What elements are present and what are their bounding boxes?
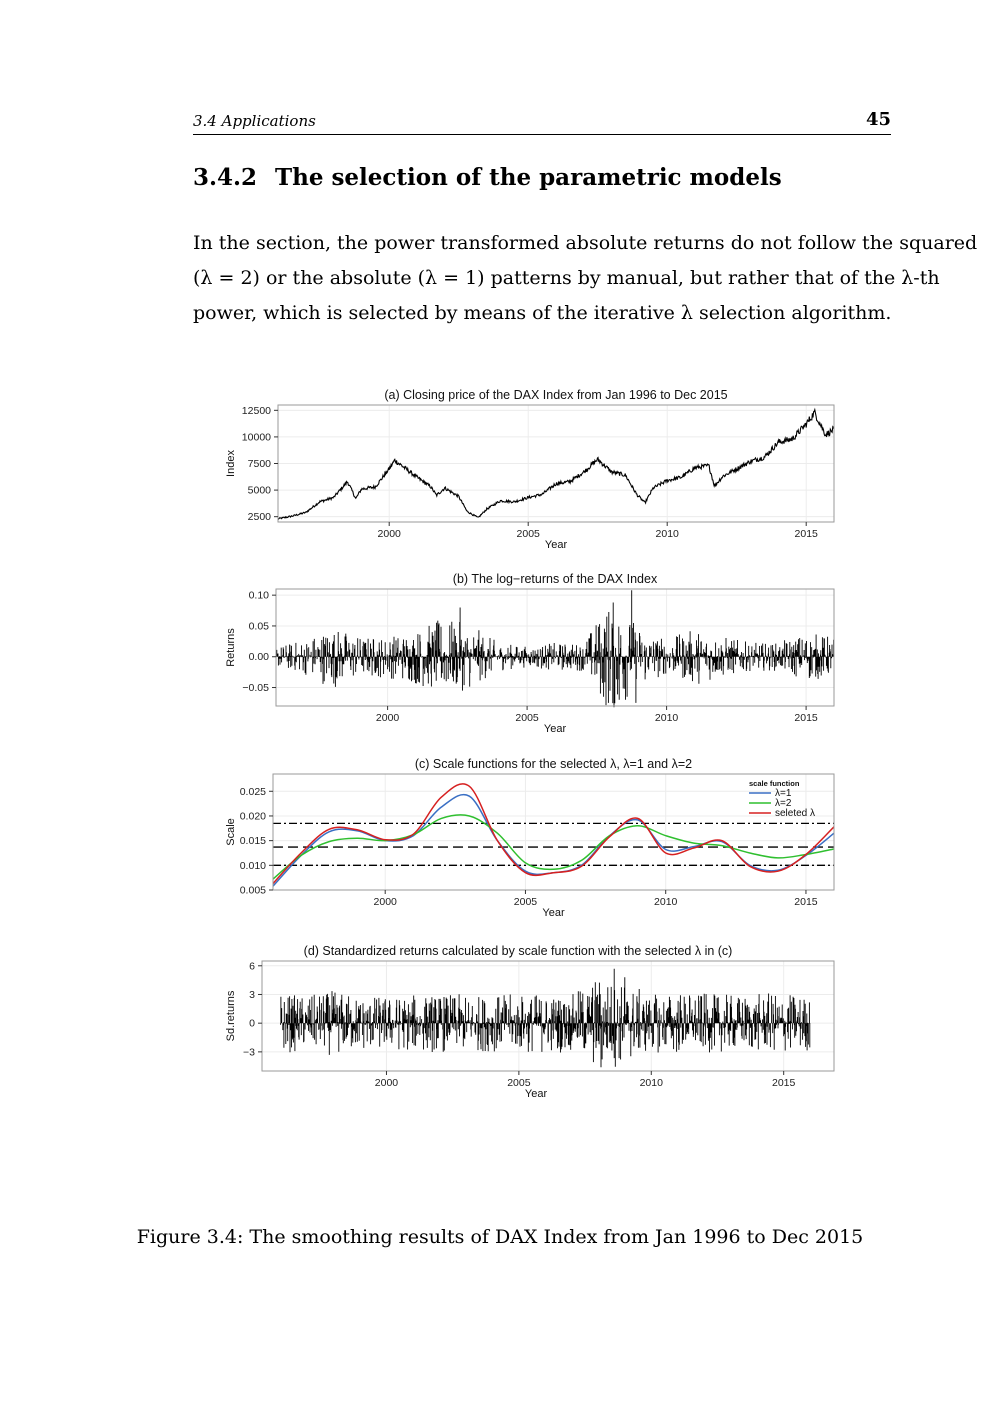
panel-0-xtick-label: 2000 [377, 528, 401, 540]
panel-3-xtick-label: 2010 [639, 1077, 663, 1089]
panel-0-xtick-label: 2015 [794, 528, 818, 540]
page-number: 45 [865, 109, 891, 130]
panel-1-ytick-label: 0.10 [248, 589, 269, 602]
panel-2-xtick-label: 2010 [654, 896, 678, 908]
panel-3-title: (d) Standardized returns calculated by scale function with the selected λ in (c) [303, 944, 733, 958]
panel-0-ytick-label: 12500 [241, 404, 271, 417]
panel-0-ytick-label: 7500 [247, 458, 271, 470]
panel-2-xlabel: Year [542, 907, 565, 919]
panel-1-ytick-label: 0.00 [248, 651, 269, 664]
panel-3-ytick-label: −3 [243, 1046, 255, 1059]
section-number: 3.4.2 [193, 164, 258, 191]
panel-2-title: (c) Scale functions for the selected λ, λ=1 and λ=2 [414, 757, 693, 771]
panel-3-ytick-label: 0 [249, 1017, 255, 1030]
panel-1-ytick-label: −0.05 [242, 682, 269, 695]
panel-0-ytick-label: 5000 [247, 484, 271, 497]
section-heading [193, 164, 782, 191]
running-head [193, 110, 891, 135]
panel-2-xtick-label: 2015 [794, 896, 818, 908]
panel-1-xtick-label: 2000 [375, 712, 400, 724]
panel-2-xtick-label: 2000 [373, 896, 397, 908]
panel-0-ylabel: Index [225, 450, 237, 477]
paragraph-line-3: power, which is selected by means of the iterative λ selection algorithm. [193, 302, 892, 324]
panel-3-ytick-label: 3 [249, 988, 255, 1001]
legend-entry-1: λ=2 [775, 798, 792, 809]
panel-3-xtick-label: 2015 [772, 1077, 796, 1089]
panel-1-title: (b) The log−returns of the DAX Index [452, 572, 658, 586]
panel-3-xtick-label: 2000 [374, 1077, 399, 1089]
panel-3-xlabel: Year [524, 1088, 548, 1100]
panel-2-ytick-label: 0.015 [239, 835, 266, 848]
figure-caption: Figure 3.4: The smoothing results of DAX Index from Jan 1996 to Dec 2015 [136, 1226, 864, 1248]
panel-2-ytick-label: 0.010 [239, 859, 266, 872]
panel-3-ytick-label: 6 [249, 960, 255, 973]
panel-0-xtick-label: 2005 [516, 528, 540, 540]
panel-2-ytick-label: 0.025 [239, 785, 266, 798]
panel-2-ytick-label: 0.005 [239, 884, 266, 897]
panel-1-xtick-label: 2015 [794, 712, 818, 724]
legend-entry-2: seleted λ [775, 808, 816, 819]
panel-0-xlabel: Year [544, 539, 568, 551]
panel-3-ylabel: Sd.returns [225, 990, 237, 1042]
legend-title: scale function [749, 779, 800, 788]
panel-3-plot-area [262, 961, 834, 1071]
section-title: The selection of the parametric models [275, 164, 782, 191]
panel-2-xtick-label: 2005 [513, 896, 538, 908]
paragraph-line-2: (λ = 2) or the absolute (λ = 1) patterns by manual, but rather that of the λ-th [193, 267, 940, 289]
panel-1-xlabel: Year [543, 723, 567, 735]
panel-1-xtick-label: 2010 [654, 712, 679, 724]
panel-0-xtick-label: 2010 [655, 528, 679, 540]
panel-2-ylabel: Scale [225, 818, 237, 846]
running-head-section: 3.4 Applications [193, 112, 316, 130]
panel-0-ytick-label: 10000 [241, 431, 271, 444]
legend-entry-0: λ=1 [775, 788, 792, 799]
panel-1-xtick-label: 2005 [515, 712, 539, 724]
panel-3-xtick-label: 2005 [507, 1077, 531, 1089]
body-paragraph [193, 226, 978, 331]
panel-1-ytick-label: 0.05 [248, 620, 269, 633]
panel-2-ytick-label: 0.020 [239, 810, 266, 823]
panel-1-ylabel: Returns [225, 628, 237, 667]
paragraph-line-1: In the section, the power transformed absolute returns do not follow the squared [193, 232, 978, 254]
panel-0-ytick-label: 2500 [247, 511, 271, 524]
figure-3-4 [0, 380, 1000, 1120]
panel-0-title: (a) Closing price of the DAX Index from Jan 1996 to Dec 2015 [384, 388, 728, 402]
